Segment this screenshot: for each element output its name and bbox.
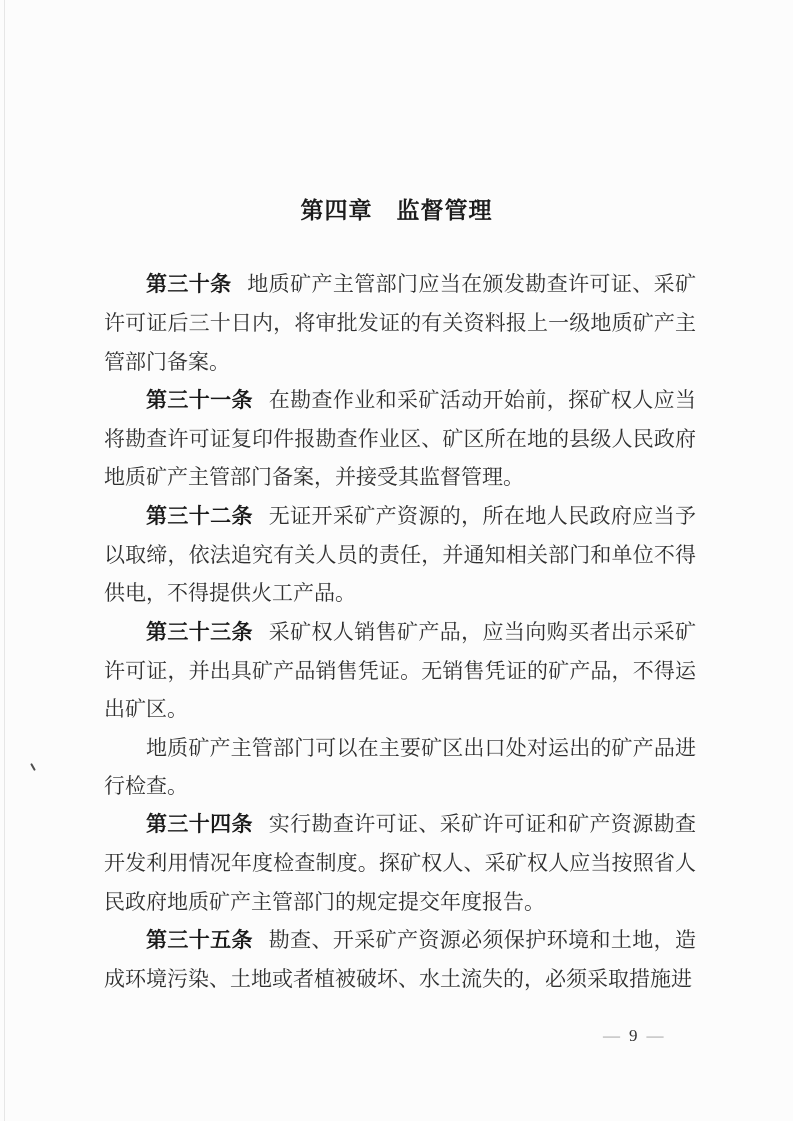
- page-number: [603, 1026, 664, 1046]
- document-body: [104, 265, 696, 999]
- article-number-label: 第三十四条: [146, 813, 253, 837]
- article-number-label: 第三十二条: [146, 504, 253, 528]
- article-text: 无证开采矿产资源的，所在地人民政府应当予以取缔，依法追究有关人员的责任，并通知相关部门和单位不得供电，不得提供火工产品。: [104, 503, 697, 606]
- article-number-label: 第三十一条: [146, 388, 253, 412]
- article-text: 实行勘查许可证、采矿许可证和矿产资源勘查开发利用情况年度检查制度。探矿权人、采矿权人应当按照省人民政府地质矿产主管部门的规定提交年度报告。: [104, 812, 697, 914]
- article-paragraph: [104, 613, 696, 729]
- article-text: 采矿权人销售矿产品，应当向购买者出示采矿许可证，并出具矿产品销售凭证。无销售凭证的矿产品，不得运出矿区。: [104, 619, 697, 722]
- article-number-label: 第三十条: [146, 273, 232, 296]
- article-number-label: 第三十三条: [146, 620, 253, 644]
- article-paragraph: [104, 497, 696, 613]
- page-number-dash-left: —: [603, 1026, 620, 1045]
- scan-edge-line: [4, 0, 5, 1121]
- article-text: 地质矿产主管部门应当在颁发勘查许可证、采矿许可证后三十日内，将审批发证的有关资料报上一级地质矿产主管部门备案。: [104, 272, 697, 374]
- article-text: 地质矿产主管部门可以在主要矿区出口处对运出的矿产品进行检查。: [104, 735, 696, 798]
- page-number-value: 9: [629, 1026, 638, 1045]
- article-paragraph: [104, 381, 696, 497]
- article-paragraph: [104, 729, 696, 806]
- page-number-dash-right: —: [646, 1026, 664, 1045]
- article-paragraph: [104, 921, 696, 999]
- article-number-label: 第三十五条: [146, 929, 253, 953]
- article-text: 勘查、开采矿产资源必须保护环境和土地，造成环境污染、土地或者植被破坏、水土流失的，必须采取措施进: [104, 928, 697, 992]
- scan-artifact-mark: [30, 763, 36, 771]
- article-paragraph: [104, 265, 696, 381]
- article-paragraph: [104, 805, 696, 921]
- chapter-title: 第四章 监督管理: [300, 197, 493, 223]
- article-text: 在勘查作业和采矿活动开始前，探矿权人应当将勘查许可证复印件报勘查作业区、矿区所在地的县级人民政府地质矿产主管部门备案，并接受其监督管理。: [104, 387, 697, 490]
